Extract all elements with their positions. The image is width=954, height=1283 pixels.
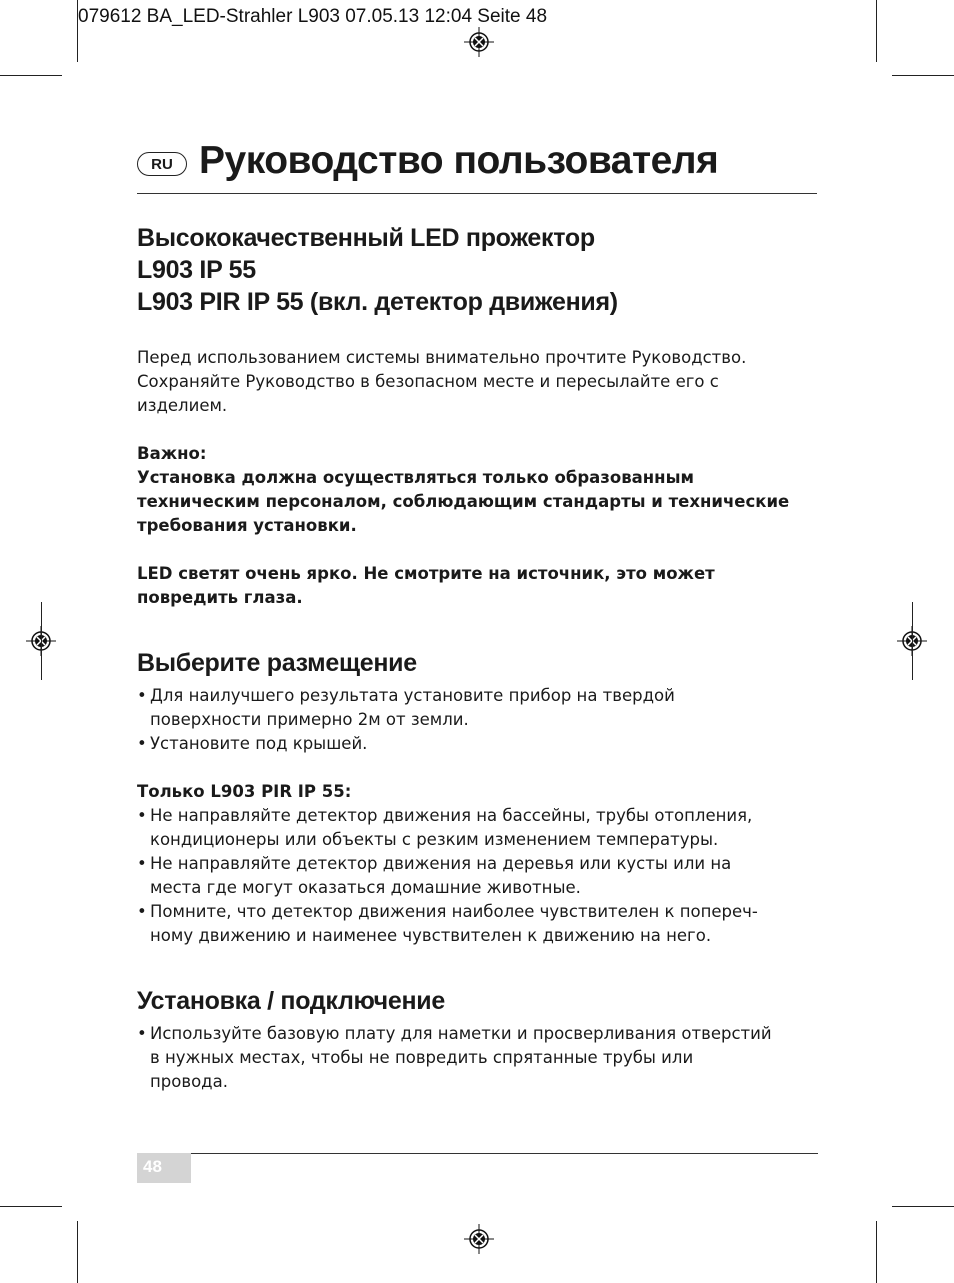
list-item-line: в нужных местах, чтобы не повредить спрятанные трубы или (150, 1048, 694, 1067)
list-item (137, 900, 827, 948)
registration-mark-icon (464, 27, 494, 57)
crop-mark-icon (41, 602, 42, 680)
list-item-line: кондиционеры или объекты с резким изменением температуры. (150, 830, 719, 849)
placement-bullets (137, 684, 827, 756)
warning-notice (137, 562, 827, 610)
warning-line: LED светят очень ярко. Не смотрите на источник, это может (137, 564, 715, 583)
crop-mark-icon (892, 75, 954, 76)
product-title-line: Высококачественный LED прожектор (137, 224, 595, 252)
crop-mark-icon (77, 1221, 78, 1283)
list-item (137, 684, 827, 732)
product-title-line: L903 PIR IP 55 (вкл. детектор движения) (137, 288, 618, 316)
important-line: требования установки. (137, 516, 357, 535)
intro-line: Сохраняйте Руководство в безопасном месте и пересылайте его с (137, 372, 719, 391)
pir-bullets (137, 804, 827, 948)
list-item-line: • Не направляйте детектор движения на деревья или кусты или на (150, 854, 732, 873)
language-badge: RU (137, 152, 187, 176)
list-item-line: • Не направляйте детектор движения на бассейны, трубы отопления, (150, 806, 753, 825)
list-item-line: • Установите под крышей. (150, 734, 368, 753)
list-item-line: • Для наилучшего результата установите прибор на твердой (150, 686, 675, 705)
list-item (137, 852, 827, 900)
crop-mark-icon (0, 1206, 62, 1207)
print-slug: 079612 BA_LED-Strahler L903 07.05.13 12:04 Seite 48 (78, 6, 548, 27)
page-title: Руководство пользователя (199, 139, 719, 182)
list-item-line: • Используйте базовую плату для наметки и просверливания отверстий (150, 1024, 772, 1043)
pir-label: Только L903 PIR IP 55: (137, 782, 352, 801)
crop-mark-icon (892, 1206, 954, 1207)
document-body (137, 222, 827, 1094)
important-label: Важно: (137, 444, 207, 463)
list-item (137, 804, 827, 852)
crop-mark-icon (876, 0, 877, 62)
list-item-line: • Помните, что детектор движения наиболее чувствителен к попереч- (150, 902, 758, 921)
footer-divider (137, 1153, 818, 1154)
page-number: 48 (137, 1153, 191, 1183)
list-item-line: места где могут оказаться домашние животные. (150, 878, 581, 897)
placement-section (137, 648, 827, 948)
important-line: Установка должна осуществляться только образованным (137, 468, 694, 487)
list-item (137, 732, 827, 756)
list-item-line: ному движению и наименее чувствителен к движению на него. (150, 926, 712, 945)
page-header (137, 140, 817, 194)
list-item-line: поверхности примерно 2м от земли. (150, 710, 469, 729)
section-title-placement: Выберите размещение (137, 649, 417, 677)
crop-mark-icon (876, 1221, 877, 1283)
crop-mark-icon (0, 75, 62, 76)
intro-line: изделием. (137, 396, 228, 415)
warning-line: повредить глаза. (137, 588, 303, 607)
crop-mark-icon (912, 602, 913, 680)
registration-mark-icon (464, 1224, 494, 1254)
important-line: техническим персоналом, соблюдающим стандарты и технические (137, 492, 790, 511)
intro-line: Перед использованием системы внимательно прочтите Руководство. (137, 348, 747, 367)
list-item-line: провода. (150, 1072, 228, 1091)
intro-paragraph (137, 346, 827, 418)
product-title-line: L903 IP 55 (137, 256, 256, 284)
section-title-installation: Установка / подключение (137, 987, 445, 1015)
installation-section (137, 986, 827, 1094)
installation-bullets (137, 1022, 827, 1094)
product-title (137, 222, 827, 318)
list-item (137, 1022, 827, 1094)
important-notice (137, 442, 827, 538)
crop-mark-icon (77, 0, 78, 62)
